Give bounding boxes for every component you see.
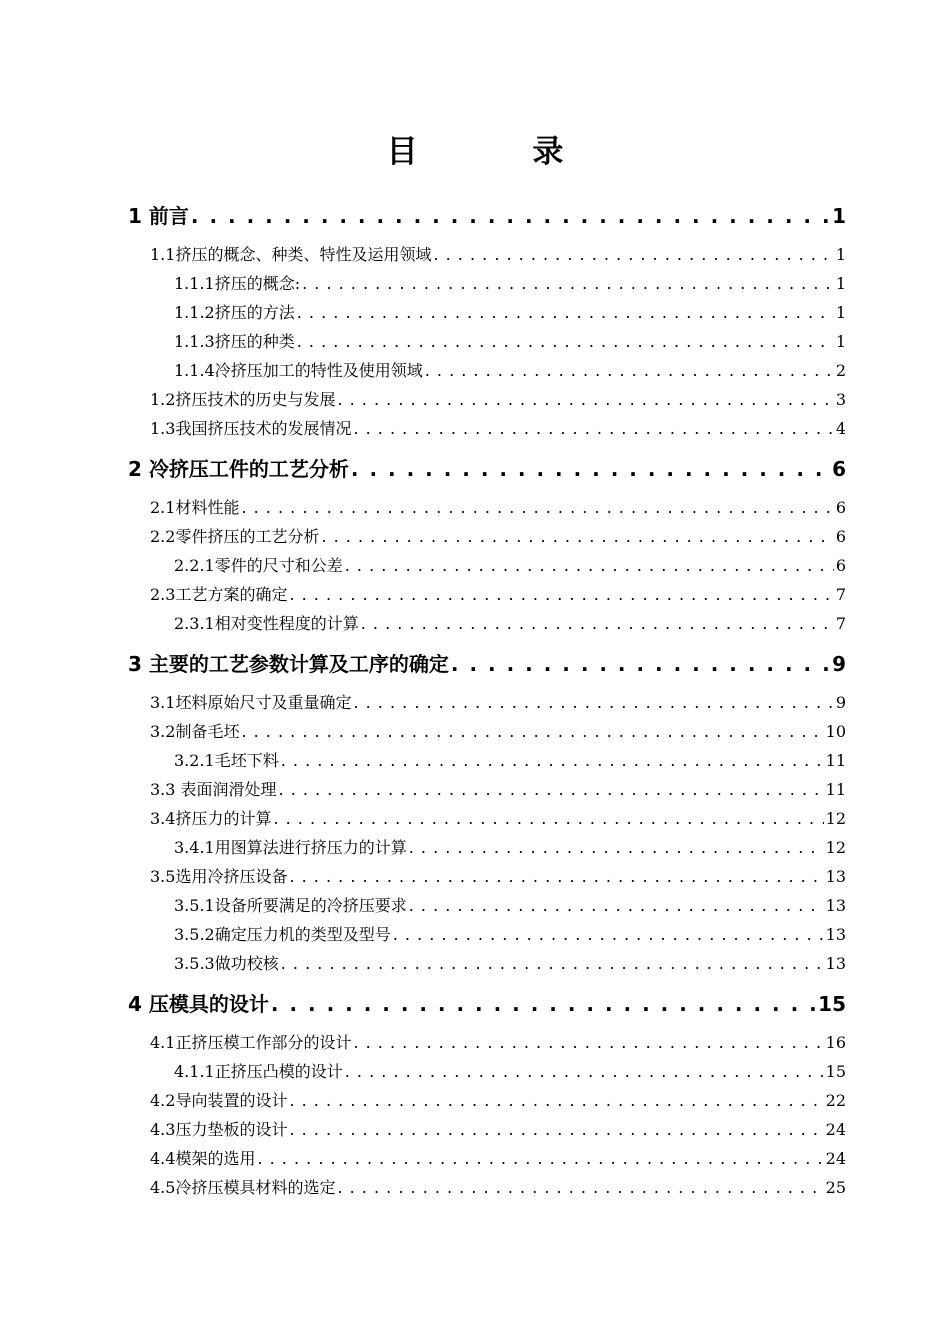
toc-page-number: 1: [832, 204, 846, 228]
toc-section-entry[interactable]: [128, 240, 846, 269]
toc-section-entry[interactable]: [128, 493, 846, 522]
toc-page-number: 13: [825, 896, 846, 915]
toc-dot-leader: [279, 775, 824, 804]
toc-entry-label: 4.3压力垫板的设计: [150, 1120, 288, 1139]
toc-section-entry[interactable]: [128, 1115, 846, 1144]
toc-dot-leader: [302, 269, 834, 298]
toc-dot-leader: [281, 746, 824, 775]
toc-entry-label: 4 压模具的设计: [128, 992, 269, 1016]
toc-entry-label: 3.2制备毛坯: [150, 722, 240, 741]
toc-page-number: 15: [818, 992, 846, 1016]
toc-page-number: 15: [825, 1062, 846, 1081]
toc-section-entry[interactable]: [128, 891, 846, 920]
toc-entry-label: 2.2.1零件的尺寸和公差: [174, 556, 343, 575]
toc-chapter-entry[interactable]: [128, 202, 846, 230]
toc-dot-leader: [337, 385, 833, 414]
toc-entry-label: 3.5.1设备所要满足的冷挤压要求: [174, 896, 407, 915]
toc-page-number: 2: [835, 361, 846, 380]
toc-page-number: 22: [825, 1091, 846, 1110]
toc-section-entry[interactable]: [128, 1057, 846, 1086]
toc-dot-leader: [289, 580, 833, 609]
toc-section-entry[interactable]: [128, 746, 846, 775]
toc-entry-label: 2.3工艺方案的确定: [150, 585, 288, 604]
toc-page-number: 9: [832, 652, 846, 676]
toc-entry-label: 3.2.1毛坯下料: [174, 751, 279, 770]
toc-dot-leader: [433, 240, 833, 269]
toc-entry-label: 1.1.2挤压的方法: [174, 303, 295, 322]
toc-page-number: 11: [825, 751, 846, 770]
toc-entry-label: 4.4模架的选用: [150, 1149, 256, 1168]
toc-page-number: 6: [832, 457, 846, 481]
toc-dot-leader: [353, 414, 833, 443]
toc-entry-label: 3.4.1用图算法进行挤压力的计算: [174, 838, 407, 857]
toc-entry-label: 2.1材料性能: [150, 498, 240, 517]
toc-section-entry[interactable]: [128, 1028, 846, 1057]
toc-entry-label: 1.1挤压的概念、种类、特性及运用领域: [150, 245, 432, 264]
toc-dot-leader: [345, 551, 834, 580]
toc-entry-label: 3.5选用冷挤压设备: [150, 867, 288, 886]
toc-page-number: 9: [835, 693, 846, 712]
toc-dot-leader: [257, 1144, 823, 1173]
toc-page-number: 13: [825, 954, 846, 973]
toc-entry-label: 1.1.4冷挤压加工的特性及使用领域: [174, 361, 423, 380]
toc-chapter-entry[interactable]: [128, 650, 846, 678]
toc-section-entry[interactable]: [128, 522, 846, 551]
toc-entry-label: 1.1.3挤压的种类: [174, 332, 295, 351]
toc-dot-leader: [321, 522, 833, 551]
toc-entry-label: 1.2挤压技术的历史与发展: [150, 390, 336, 409]
toc-page-number: 24: [825, 1120, 846, 1139]
toc-entry-label: 4.1.1正挤压凸模的设计: [174, 1062, 343, 1081]
toc-dot-leader: [281, 949, 824, 978]
toc-page-number: 1: [835, 245, 846, 264]
toc-page-number: 6: [835, 498, 846, 517]
toc-entry-label: 3.1坯料原始尺寸及重量确定: [150, 693, 352, 712]
toc-page-number: 4: [835, 419, 846, 438]
toc-dot-leader: [409, 833, 824, 862]
toc-entry-label: 3.5.3做功校核: [174, 954, 279, 973]
toc-entry-label: 2.3.1相对变性程度的计算: [174, 614, 359, 633]
toc-dot-leader: [353, 1028, 823, 1057]
toc-section-entry[interactable]: [128, 298, 846, 327]
toc-page-number: 6: [835, 556, 846, 575]
toc-page-number: 6: [835, 527, 846, 546]
toc-dot-leader: [289, 1086, 823, 1115]
toc-chapter-entry[interactable]: [128, 990, 846, 1018]
table-of-contents: [128, 196, 846, 1202]
toc-section-entry[interactable]: [128, 580, 846, 609]
toc-section-entry[interactable]: [128, 385, 846, 414]
toc-page-number: 25: [825, 1178, 846, 1197]
toc-page-number: 7: [835, 614, 846, 633]
toc-page-number: 12: [825, 838, 846, 857]
toc-section-entry[interactable]: [128, 414, 846, 443]
toc-dot-leader: [271, 990, 816, 1018]
toc-chapter-entry[interactable]: [128, 455, 846, 483]
toc-dot-leader: [289, 1115, 823, 1144]
toc-section-entry[interactable]: [128, 775, 846, 804]
toc-page-number: 1: [835, 332, 846, 351]
toc-entry-label: 2 冷挤压工件的工艺分析: [128, 457, 349, 481]
toc-section-entry[interactable]: [128, 609, 846, 638]
toc-dot-leader: [361, 609, 834, 638]
toc-dot-leader: [297, 298, 834, 327]
toc-entry-label: 4.1正挤压模工作部分的设计: [150, 1033, 352, 1052]
toc-entry-label: 1 前言: [128, 204, 189, 228]
toc-page-number: 24: [825, 1149, 846, 1168]
toc-page-number: 1: [835, 303, 846, 322]
toc-dot-leader: [273, 804, 823, 833]
toc-section-entry[interactable]: [128, 717, 846, 746]
toc-dot-leader: [351, 455, 830, 483]
toc-dot-leader: [297, 327, 834, 356]
toc-section-entry[interactable]: [128, 804, 846, 833]
toc-page-number: 11: [825, 780, 846, 799]
toc-section-entry[interactable]: [128, 1144, 846, 1173]
toc-page-number: 7: [835, 585, 846, 604]
toc-section-entry[interactable]: [128, 920, 846, 949]
toc-dot-leader: [337, 1173, 823, 1202]
toc-dot-leader: [289, 862, 823, 891]
toc-page-number: 16: [825, 1033, 846, 1052]
toc-dot-leader: [353, 688, 833, 717]
toc-page-number: 3: [835, 390, 846, 409]
toc-entry-label: 3.3 表面润滑处理: [150, 780, 277, 799]
toc-entry-label: 4.2导向装置的设计: [150, 1091, 288, 1110]
page-title: 目 录: [386, 134, 616, 170]
toc-dot-leader: [393, 920, 824, 949]
toc-dot-leader: [241, 493, 833, 522]
toc-section-entry[interactable]: [128, 949, 846, 978]
toc-page-number: 10: [825, 722, 846, 741]
toc-page-number: 1: [835, 274, 846, 293]
toc-section-entry[interactable]: [128, 862, 846, 891]
toc-section-entry[interactable]: [128, 833, 846, 862]
toc-entry-label: 2.2零件挤压的工艺分析: [150, 527, 320, 546]
toc-entry-label: 1.3我国挤压技术的发展情况: [150, 419, 352, 438]
toc-dot-leader: [451, 650, 830, 678]
toc-page-number: 12: [825, 809, 846, 828]
toc-section-entry[interactable]: [128, 269, 846, 298]
toc-dot-leader: [191, 202, 830, 230]
toc-section-entry[interactable]: [128, 327, 846, 356]
toc-entry-label: 3.5.2确定压力机的类型及型号: [174, 925, 391, 944]
toc-dot-leader: [425, 356, 834, 385]
toc-section-entry[interactable]: [128, 1173, 846, 1202]
toc-section-entry[interactable]: [128, 551, 846, 580]
toc-entry-label: 3.4挤压力的计算: [150, 809, 272, 828]
toc-page-number: 13: [825, 925, 846, 944]
toc-entry-label: 4.5冷挤压模具材料的选定: [150, 1178, 336, 1197]
toc-section-entry[interactable]: [128, 688, 846, 717]
toc-dot-leader: [345, 1057, 824, 1086]
toc-page-number: 13: [825, 867, 846, 886]
toc-section-entry[interactable]: [128, 356, 846, 385]
toc-entry-label: 3 主要的工艺参数计算及工序的确定: [128, 652, 449, 676]
toc-entry-label: 1.1.1挤压的概念:: [174, 274, 301, 293]
toc-dot-leader: [409, 891, 824, 920]
toc-section-entry[interactable]: [128, 1086, 846, 1115]
toc-dot-leader: [241, 717, 823, 746]
